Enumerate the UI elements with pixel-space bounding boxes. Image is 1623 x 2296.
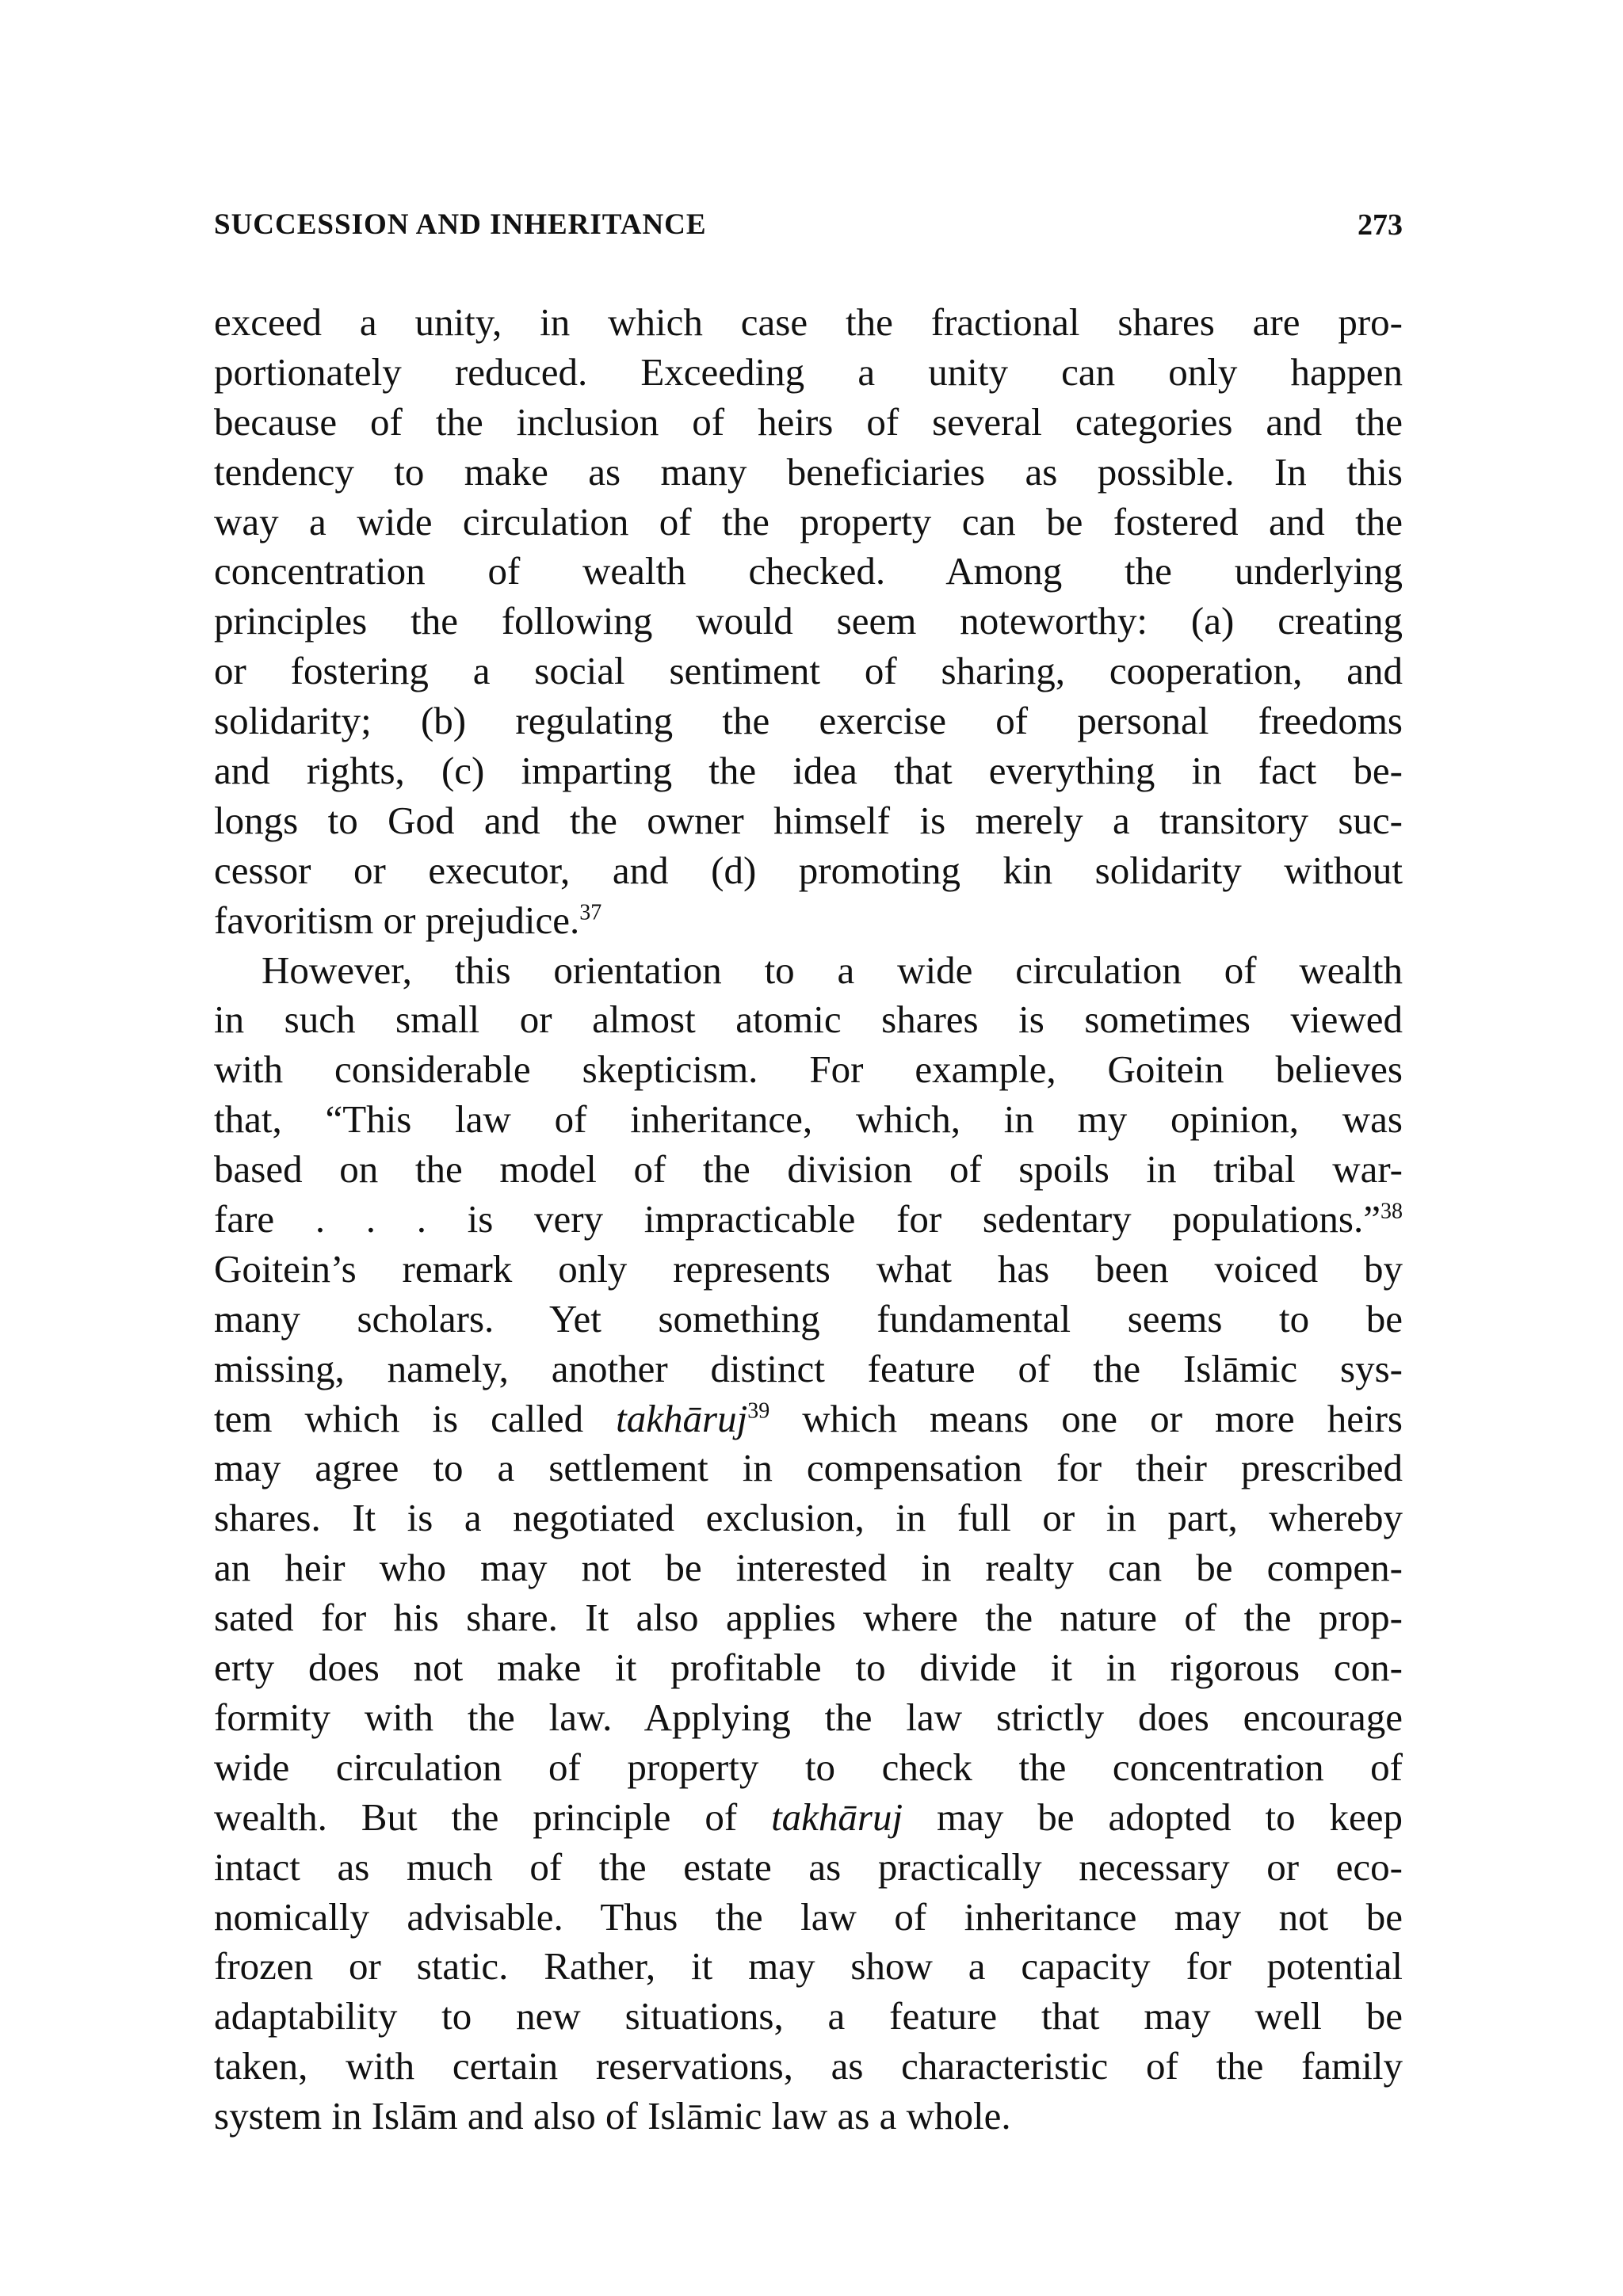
text-line: concentration of wealth checked. Among the underlying <box>214 549 1403 593</box>
text-line: tem which is called takhāruj$^{39}$ which means one or more heirs <box>214 1396 1403 1440</box>
text-line: way a wide circulation of the property can be fostered and the <box>214 499 1403 543</box>
text-line: shares. It is a negotiated exclusion, in full or in part, whereby <box>214 1496 1403 1540</box>
text-line: may agree to a settlement in compensation for their prescribed <box>214 1446 1403 1490</box>
text-line: fare . . . is very impracticable for sedentary populations.”$^{38}$ <box>214 1197 1403 1241</box>
text-line: intact as much of the estate as practically necessary or eco- <box>214 1844 1403 1889</box>
footnote-ref: 37 <box>579 900 602 925</box>
italic-term: takhāruj <box>616 1396 748 1440</box>
running-header <box>214 201 1403 249</box>
text-line: cessor or executor, and (d) promoting kin solidarity without <box>214 848 1403 892</box>
italic-term: takhāruj <box>771 1794 903 1839</box>
text-line: tendency to make as many beneficiaries as possible. In this <box>214 449 1403 494</box>
text-line: that, “This law of inheritance, which, in my opinion, was <box>214 1097 1403 1142</box>
text-line: wide circulation of property to check the concentration of <box>214 1745 1403 1789</box>
footnote-ref: 39 <box>747 1398 770 1424</box>
text-line: portionately reduced. Exceeding a unity can only happen <box>214 349 1403 394</box>
text-line: sated for his share. It also applies where the nature of the prop- <box>214 1596 1403 1640</box>
text-line: because of the inclusion of heirs of several categories and the <box>214 399 1403 444</box>
text-line: system in Islām and also of Islāmic law as a whole. <box>214 2094 1011 2138</box>
text-line: missing, namely, another distinct feature of the Islāmic sys- <box>214 1346 1403 1390</box>
text-line: wealth. But the principle of takhāruj may be adopted to keep <box>214 1794 1403 1839</box>
text-line: longs to God and the owner himself is merely a transitory suc- <box>214 798 1403 842</box>
text-line: erty does not make it profitable to divide it in rigorous con- <box>214 1646 1403 1690</box>
text-line: adaptability to new situations, a feature that may well be <box>214 1994 1403 2039</box>
text-line: an heir who may not be interested in realty can be compen- <box>214 1546 1403 1590</box>
page-number: 273 <box>1358 208 1403 242</box>
text-line: solidarity; (b) regulating the exercise of personal freedoms <box>214 699 1403 743</box>
running-title: SUCCESSION AND INHERITANCE <box>214 208 707 241</box>
text-line: or fostering a social sentiment of sharing, cooperation, and <box>214 649 1403 693</box>
text-line: Goitein’s remark only represents what has been voiced by <box>214 1246 1403 1291</box>
text-line: favoritism or prejudice.$^{37}$ <box>214 898 602 942</box>
text-line: frozen or static. Rather, it may show a capacity for potential <box>214 1944 1403 1989</box>
text-line: many scholars. Yet something fundamental seems to be <box>214 1296 1403 1341</box>
text-line: and rights, (c) imparting the idea that everything in fact be- <box>214 749 1403 793</box>
text-line: However, this orientation to a wide circulation of wealth <box>262 948 1403 992</box>
text-line: in such small or almost atomic shares is sometimes viewed <box>214 997 1403 1042</box>
footnote-ref: 38 <box>1381 1199 1403 1224</box>
text-line: with considerable skepticism. For example, Goitein believes <box>214 1047 1403 1092</box>
text-line: formity with the law. Applying the law strictly does encourage <box>214 1695 1403 1739</box>
body-text <box>214 298 1403 2142</box>
text-line: principles the following would seem noteworthy: (a) creating <box>214 599 1403 643</box>
text-line: exceed a unity, in which case the fractional shares are pro- <box>214 300 1403 344</box>
text-line: based on the model of the division of spoils in tribal war- <box>214 1147 1403 1192</box>
text-line: nomically advisable. Thus the law of inheritance may not be <box>214 1894 1403 1939</box>
text-line: taken, with certain reservations, as characteristic of the family <box>214 2044 1403 2088</box>
